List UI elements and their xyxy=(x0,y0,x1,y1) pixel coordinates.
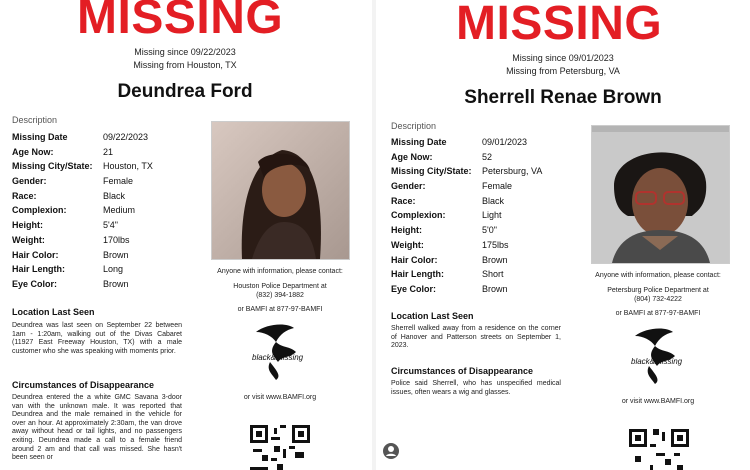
field-value: 5'0" xyxy=(482,225,497,236)
field-row xyxy=(12,264,202,279)
field-label: Missing City/State: xyxy=(12,161,93,172)
logo-text: black&missing xyxy=(631,357,683,366)
visit-website: or visit www.BAMFI.org xyxy=(243,394,317,401)
field-label: Gender: xyxy=(391,181,426,192)
field-value: Long xyxy=(103,264,124,275)
field-row xyxy=(391,240,581,255)
field-label: Missing City/State: xyxy=(391,166,472,177)
circumstances-heading: Circumstances of Disappearance xyxy=(12,380,155,390)
field-value: Brown xyxy=(482,254,508,265)
field-label: Complexion: xyxy=(12,205,67,216)
description-heading: Description xyxy=(391,121,437,131)
contact-intro: Anyone with information, please contact: xyxy=(217,268,343,275)
field-row xyxy=(12,161,202,176)
field-value: 52 xyxy=(482,151,493,162)
missing-from: Missing from Houston, TX xyxy=(133,60,237,70)
field-value: Medium xyxy=(103,205,136,216)
poster-title: MISSING xyxy=(456,0,663,50)
field-label: Race: xyxy=(391,195,416,206)
field-value: Black xyxy=(103,190,126,201)
field-value: Petersburg, VA xyxy=(482,166,543,177)
field-value: Black xyxy=(482,195,505,206)
field-row xyxy=(12,250,202,265)
circumstances-heading: Circumstances of Disappearance xyxy=(391,366,534,376)
field-label: Gender: xyxy=(12,176,47,187)
location-heading: Location Last Seen xyxy=(391,311,474,321)
location-text: Deundrea was last seen on September 22 between 1am - 1:20am, walking out of the Divas Cabaret (11927 East Freeway Houston, TX) with a male customer who she was speaking with moments prior. xyxy=(12,322,182,355)
field-row xyxy=(391,269,581,284)
field-value: Female xyxy=(103,176,134,187)
police-name: Houston Police Department at xyxy=(233,283,327,290)
poster-divider xyxy=(372,0,376,470)
field-row xyxy=(12,147,202,162)
field-label: Missing Date xyxy=(391,137,447,147)
missing-since: Missing since 09/22/2023 xyxy=(134,47,236,57)
circumstances-text: Deundrea entered the a white GMC Savana 3-door van with the unknown male. It was reported that Deundrea and the male remained in the vehicle for over an hour. At approximately 2:30am, the van drove away without head or tail lights, and no passengers exiting. Deundrea made a call to a female friend around 2 am and that call was missed. She hasn't been seen or xyxy=(12,394,182,462)
field-value: Brown xyxy=(482,283,508,294)
visit-website: or visit www.BAMFI.org xyxy=(621,398,695,405)
field-value: Houston, TX xyxy=(103,161,153,172)
location-heading: Location Last Seen xyxy=(12,307,95,317)
person-photo xyxy=(211,121,350,260)
qr-code xyxy=(250,425,310,470)
poster-title: MISSING xyxy=(77,0,284,44)
field-value: Light xyxy=(482,210,502,221)
field-row xyxy=(391,225,581,240)
missing-from: Missing from Petersburg, VA xyxy=(506,66,620,76)
field-label: Eye Color: xyxy=(12,278,58,289)
description-heading: Description xyxy=(12,115,58,125)
field-label: Race: xyxy=(12,190,37,201)
contact-intro: Anyone with information, please contact: xyxy=(595,272,721,279)
field-row xyxy=(391,255,581,270)
field-value: 09/01/2023 xyxy=(482,137,528,147)
field-value: 175lbs xyxy=(482,239,509,250)
missing-poster-deundrea xyxy=(0,0,370,470)
field-value: 21 xyxy=(103,146,114,157)
bamfi-phone: or BAMFI at 877-97-BAMFI xyxy=(237,306,323,313)
field-value: Short xyxy=(482,269,504,280)
field-row xyxy=(391,181,581,196)
missing-poster-sherrell xyxy=(378,0,750,470)
field-value: Brown xyxy=(103,249,129,260)
field-label: Weight: xyxy=(391,239,424,250)
field-label: Hair Length: xyxy=(12,264,65,275)
description-list xyxy=(391,137,581,299)
person-name: Sherrell Renae Brown xyxy=(464,87,662,108)
field-row xyxy=(391,210,581,225)
field-row xyxy=(391,152,581,167)
avatar-icon[interactable] xyxy=(383,443,399,459)
bamfi-phone: or BAMFI at 877-97-BAMFI xyxy=(615,310,701,317)
field-label: Age Now: xyxy=(391,151,433,162)
field-row xyxy=(12,132,202,147)
field-row xyxy=(12,205,202,220)
police-name: Petersburg Police Department at xyxy=(607,287,709,294)
field-label: Hair Color: xyxy=(391,254,438,265)
field-value: Brown xyxy=(103,278,129,289)
field-row xyxy=(391,166,581,181)
black-and-missing-logo xyxy=(625,326,695,386)
field-row xyxy=(12,235,202,250)
black-and-missing-logo xyxy=(246,322,316,382)
field-label: Complexion: xyxy=(391,210,446,221)
field-label: Weight: xyxy=(12,234,45,245)
logo-text: black&missing xyxy=(252,353,304,362)
field-value: 09/22/2023 xyxy=(103,132,149,142)
field-value: 170lbs xyxy=(103,234,130,245)
circumstances-text: Police said Sherrell, who has unspecified medical issues, often wears a wig and glasses. xyxy=(391,380,561,396)
field-row xyxy=(12,191,202,206)
police-phone: (832) 394-1882 xyxy=(256,292,304,299)
field-row xyxy=(12,220,202,235)
person-name: Deundrea Ford xyxy=(117,81,253,102)
field-row xyxy=(12,176,202,191)
field-label: Missing Date xyxy=(12,132,68,142)
field-row xyxy=(391,284,581,299)
field-label: Age Now: xyxy=(12,146,54,157)
field-label: Hair Length: xyxy=(391,269,444,280)
field-row xyxy=(391,137,581,152)
field-label: Hair Color: xyxy=(12,249,59,260)
field-label: Height: xyxy=(12,220,43,231)
field-row xyxy=(12,279,202,294)
field-value: 5'4" xyxy=(103,220,118,231)
field-label: Eye Color: xyxy=(391,283,437,294)
description-list xyxy=(12,132,202,294)
qr-code xyxy=(629,429,689,470)
person-photo xyxy=(591,125,730,264)
field-row xyxy=(391,196,581,211)
police-phone: (804) 732-4222 xyxy=(634,296,682,303)
field-value: Female xyxy=(482,181,513,192)
missing-since: Missing since 09/01/2023 xyxy=(512,53,614,63)
location-text: Sherrell walked away from a residence on the corner of Hanover and Patterson streets on September 1, 2023. xyxy=(391,325,561,350)
field-label: Height: xyxy=(391,225,422,236)
